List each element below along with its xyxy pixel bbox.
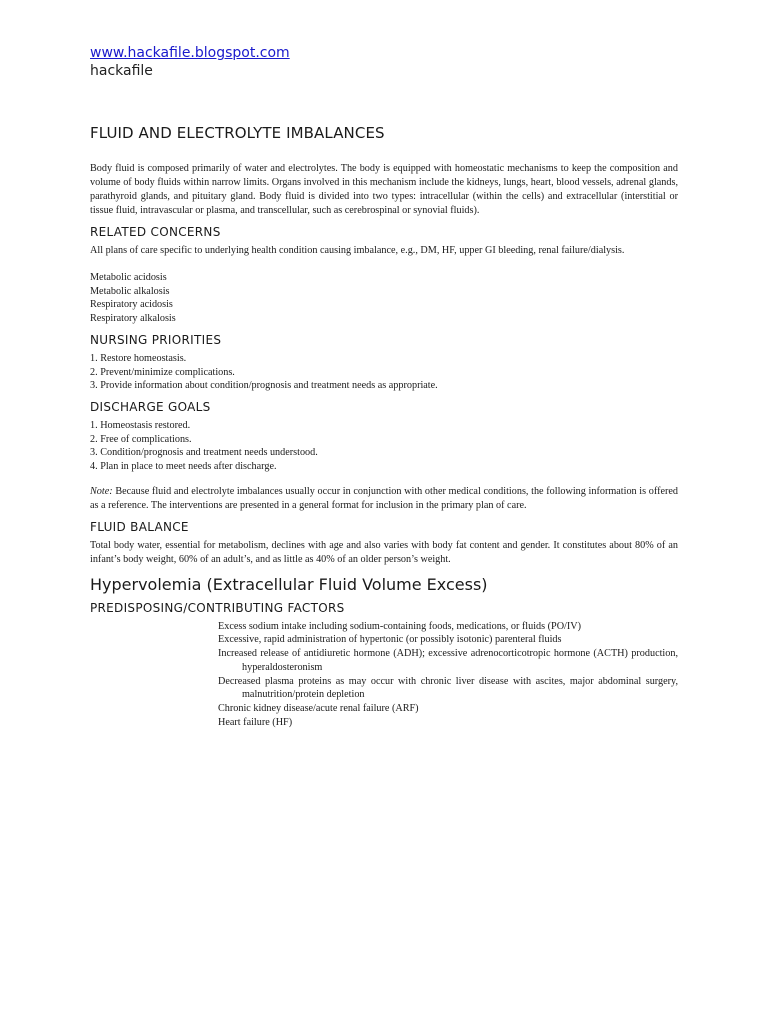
- predisposing-factors-heading: PREDISPOSING/CONTRIBUTING FACTORS: [90, 600, 345, 615]
- related-concerns-paragraph: All plans of care specific to underlying health condition causing imbalance, e.g., DM, HF, upper GI bleeding, renal failure/dialysis.: [90, 245, 625, 256]
- list-item: Excess sodium intake including sodium-containing foods, medications, or fluids (PO/IV): [218, 620, 582, 632]
- list-item: 1. Homeostasis restored.: [90, 419, 191, 431]
- list-item: 2. Prevent/minimize complications.: [90, 366, 235, 378]
- list-item: 3. Provide information about condition/prognosis and treatment needs as appropriate.: [90, 380, 438, 392]
- document-title: FLUID AND ELECTROLYTE IMBALANCES: [90, 124, 385, 142]
- related-concerns-heading: RELATED CONCERNS: [90, 225, 221, 239]
- spacer: [90, 474, 678, 485]
- site-url-link[interactable]: www.hackafile.blogspot.com: [90, 45, 290, 61]
- list-item: 4. Plan in place to meet needs after discharge.: [90, 461, 277, 473]
- hypervolemia-heading: Hypervolemia (Extracellular Fluid Volume Excess): [90, 574, 488, 594]
- intro-paragraph: Body fluid is composed primarily of water and electrolytes. The body is equipped with homeostatic mechanisms to keep the composition and volume of body fluids within narrow limits. Organs involved in this mechanism include the kidneys, lungs, heart, blood vessels, adrenal glands, parathyroid glands, and pituitary gland. Body fluid is divided into two types: intracellular (within the cells) and extracellular (interstitial or tissue fluid, intravascular or plasma, and transcellular, such as cerebrospinal or synovial fluids).: [90, 163, 678, 216]
- list-item: Metabolic acidosis: [90, 272, 167, 283]
- list-item: Decreased plasma proteins as may occur with chronic liver disease with ascites, major abdominal surgery, malnutrition/protein depletion: [218, 675, 678, 701]
- discharge-goals-heading: DISCHARGE GOALS: [90, 399, 211, 414]
- list-item: Metabolic alkalosis: [90, 285, 170, 297]
- list-item: 3. Condition/prognosis and treatment needs understood.: [90, 447, 318, 459]
- list-item: Respiratory alkalosis: [90, 313, 176, 325]
- fluid-balance-heading: FLUID BALANCE: [90, 519, 189, 534]
- list-item: 1. Restore homeostasis.: [90, 352, 187, 364]
- factors-list: [218, 620, 678, 730]
- list-item: Chronic kidney disease/acute renal failure (ARF): [218, 702, 419, 714]
- note-paragraph: [90, 485, 678, 513]
- nursing-priorities-heading: NURSING PRIORITIES: [90, 332, 222, 347]
- note-text: Because fluid and electrolyte imbalances usually occur in conjunction with other medical conditions, the following information is offered as a reference. The interventions are presented in a general format for inclusion in the primary plan of care.: [90, 485, 678, 511]
- list-item: Heart failure (HF): [218, 716, 293, 728]
- list-item: Respiratory acidosis: [90, 299, 173, 311]
- list-item: Excessive, rapid administration of hypertonic (or possibly isotonic) parenteral fluids: [218, 634, 562, 646]
- site-name: hackafile: [90, 63, 153, 79]
- list-item: 2. Free of complications.: [90, 433, 192, 445]
- spacer: [90, 258, 678, 271]
- page-content: [90, 44, 678, 729]
- list-item: Increased release of antidiuretic hormone (ADH); excessive adrenocorticotropic hormone (ACTH) production, hyperaldosteronism: [218, 648, 678, 673]
- fluid-balance-paragraph: Total body water, essential for metabolism, declines with age and also varies with body fat content and gender. It constitutes about 80% of an infant’s body weight, 60% of an adult’s, and as little as 40% of an older person’s weight.: [90, 539, 678, 565]
- note-label: Note:: [90, 485, 113, 497]
